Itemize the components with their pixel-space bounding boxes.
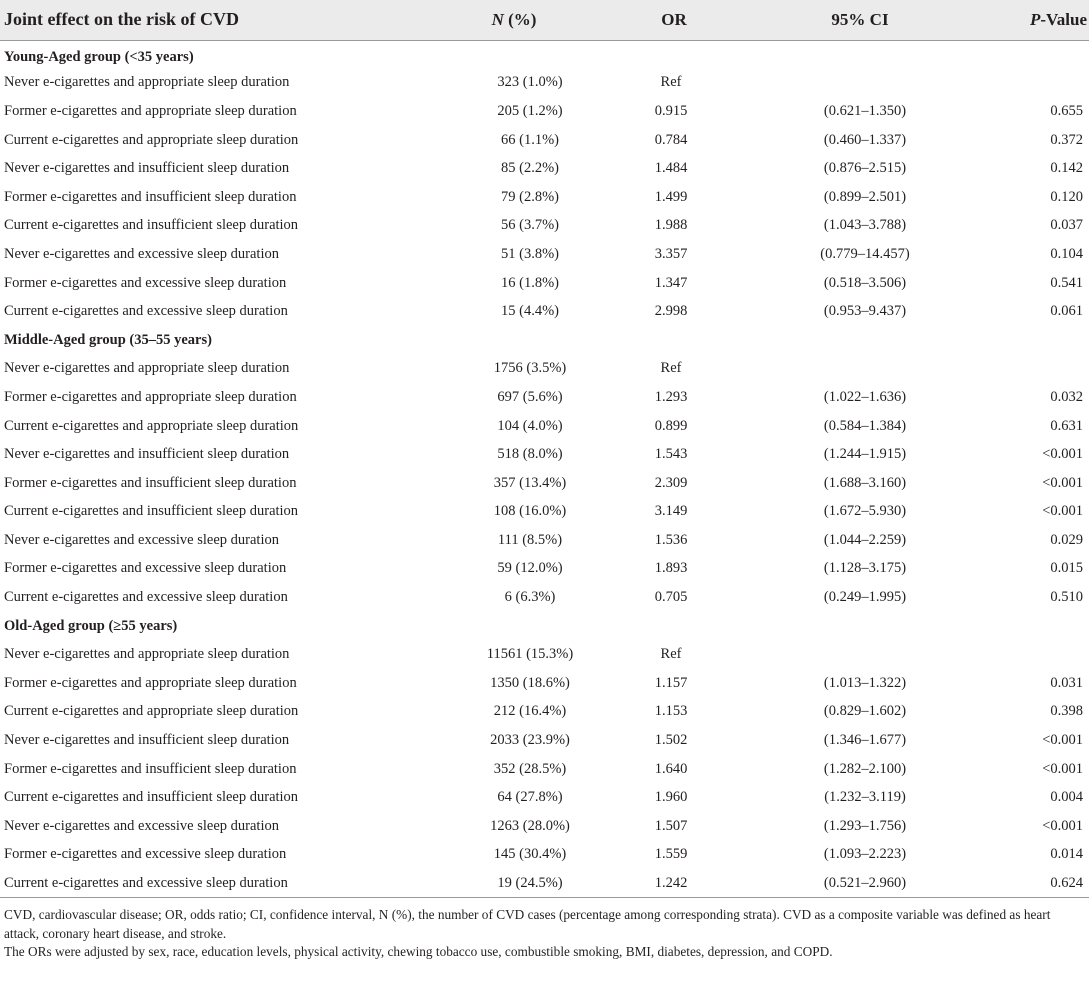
n-cases: 15 (4.4%): [501, 303, 559, 320]
row-label: Never e-cigarettes and insufficient sleep duration: [4, 160, 290, 177]
row-label: Former e-cigarettes and excessive sleep duration: [4, 274, 287, 291]
p-value: <0.001: [1042, 474, 1083, 491]
odds-ratio: 1.502: [654, 732, 688, 749]
n-cases: 79 (2.8%): [501, 188, 559, 205]
row-label: Never e-cigarettes and excessive sleep duration: [4, 817, 279, 834]
n-cases: 357 (13.4%): [493, 474, 567, 491]
n-cases: 85 (2.2%): [501, 160, 559, 177]
table-row: [0, 869, 1089, 898]
odds-ratio: 1.499: [654, 188, 688, 205]
n-cases: 1263 (28.0%): [490, 817, 570, 834]
row-label: Former e-cigarettes and insufficient sleep duration: [4, 760, 297, 777]
p-value: [974, 69, 1089, 98]
confidence-interval: (1.128–3.175): [823, 560, 907, 577]
table-row: [0, 440, 1089, 469]
p-value: <0.001: [1042, 732, 1083, 749]
header-n-italic: N: [491, 9, 504, 29]
row-label: Current e-cigarettes and insufficient sleep duration: [4, 503, 299, 520]
confidence-interval: (0.584–1.384): [823, 417, 907, 434]
odds-ratio: Ref: [660, 360, 682, 377]
row-label: Never e-cigarettes and appropriate sleep duration: [4, 646, 290, 663]
row-label: Former e-cigarettes and excessive sleep duration: [4, 560, 287, 577]
table-body: [0, 40, 1089, 898]
header-label: Joint effect on the risk of CVD: [0, 0, 392, 40]
confidence-interval: (0.953–9.437): [823, 303, 907, 320]
confidence-interval: (1.043–3.788): [823, 217, 907, 234]
row-label: Never e-cigarettes and appropriate sleep duration: [4, 74, 290, 91]
header-p-rest: -Value: [1040, 9, 1087, 29]
table-row: [0, 126, 1089, 155]
p-value: 0.031: [1050, 674, 1083, 691]
group-header-row: [0, 326, 1089, 355]
table-row: [0, 640, 1089, 669]
n-cases: 2033 (23.9%): [490, 732, 570, 749]
row-label: Former e-cigarettes and appropriate sleep duration: [4, 388, 297, 405]
p-value: 0.372: [1050, 131, 1083, 148]
table-row: [0, 297, 1089, 326]
n-cases: 212 (16.4%): [493, 703, 567, 720]
table-row: [0, 755, 1089, 784]
odds-ratio: 2.998: [654, 303, 688, 320]
row-label: Current e-cigarettes and appropriate sleep duration: [4, 703, 299, 720]
confidence-interval: (1.232–3.119): [824, 789, 906, 806]
header-n: [392, 0, 596, 40]
odds-ratio: 1.293: [654, 388, 688, 405]
odds-ratio: Ref: [660, 74, 682, 91]
confidence-interval: (1.293–1.756): [823, 817, 907, 834]
row-label: Never e-cigarettes and excessive sleep duration: [4, 245, 279, 262]
table-row: [0, 783, 1089, 812]
table-row: [0, 669, 1089, 698]
confidence-interval: (0.460–1.337): [823, 131, 907, 148]
row-label: Former e-cigarettes and excessive sleep duration: [4, 846, 287, 863]
n-cases: 11561 (15.3%): [486, 646, 574, 663]
table-row: [0, 555, 1089, 584]
row-label: Former e-cigarettes and appropriate sleep duration: [4, 674, 297, 691]
table-row: [0, 97, 1089, 126]
table-footnotes: [0, 898, 1089, 962]
table-row: [0, 469, 1089, 498]
odds-ratio: 1.507: [654, 817, 688, 834]
row-label: Former e-cigarettes and insufficient sleep duration: [4, 474, 297, 491]
confidence-interval: (1.672–5.930): [823, 503, 907, 520]
p-value: 0.014: [1050, 846, 1083, 863]
table-row: [0, 240, 1089, 269]
n-cases: 323 (1.0%): [497, 74, 563, 91]
row-label: Former e-cigarettes and insufficient sleep duration: [4, 188, 297, 205]
n-cases: 59 (12.0%): [497, 560, 563, 577]
p-value: 0.398: [1050, 703, 1083, 720]
odds-ratio: 0.784: [654, 131, 688, 148]
table-row: [0, 183, 1089, 212]
n-cases: 108 (16.0%): [493, 503, 567, 520]
p-value: 0.015: [1050, 560, 1083, 577]
p-value: 0.004: [1050, 789, 1083, 806]
odds-ratio: 3.357: [654, 245, 688, 262]
p-value: [974, 355, 1089, 384]
p-value: 0.510: [1050, 589, 1083, 606]
p-value: 0.104: [1050, 245, 1083, 262]
table-row: [0, 498, 1089, 527]
odds-ratio: 3.149: [654, 503, 688, 520]
p-value: 0.624: [974, 869, 1089, 898]
header-ci: 95% CI: [726, 0, 974, 40]
n-cases: 6 (6.3%): [504, 589, 556, 606]
table-row: [0, 355, 1089, 384]
header-or: OR: [596, 0, 726, 40]
n-cases: 697 (5.6%): [497, 388, 563, 405]
row-label: Never e-cigarettes and insufficient sleep duration: [4, 732, 290, 749]
table-row: [0, 383, 1089, 412]
header-p-italic: P: [1030, 9, 1041, 29]
n-cases: 16 (1.8%): [501, 274, 559, 291]
p-value: <0.001: [1042, 446, 1083, 463]
odds-ratio: 0.915: [654, 102, 688, 119]
table-row: [0, 269, 1089, 298]
row-label: Never e-cigarettes and appropriate sleep duration: [4, 360, 290, 377]
odds-ratio: 1.153: [654, 703, 688, 720]
table-row: [0, 69, 1089, 98]
table-row: [0, 154, 1089, 183]
confidence-interval: (0.779–14.457): [820, 245, 910, 262]
row-label: Current e-cigarettes and excessive sleep duration: [4, 589, 288, 606]
confidence-interval: [726, 69, 974, 98]
p-value: 0.631: [1050, 417, 1083, 434]
odds-ratio: 1.157: [654, 674, 688, 691]
row-label: Never e-cigarettes and excessive sleep duration: [4, 531, 279, 548]
odds-ratio: 0.705: [654, 589, 688, 606]
confidence-interval: (1.022–1.636): [823, 388, 907, 405]
odds-ratio: 1.960: [654, 789, 688, 806]
confidence-interval: (0.518–3.506): [823, 274, 907, 291]
footnote-adjustment: The ORs were adjusted by sex, race, education levels, physical activity, chewing tobacco use, combustible smoking, BMI, diabetes, depression, and COPD.: [4, 944, 833, 960]
row-label: Former e-cigarettes and appropriate sleep duration: [4, 102, 297, 119]
row-label: Current e-cigarettes and insufficient sleep duration: [4, 789, 299, 806]
odds-ratio: Ref: [660, 646, 682, 663]
row-label: Current e-cigarettes and excessive sleep duration: [0, 869, 392, 898]
odds-ratio: 1.536: [654, 531, 688, 548]
p-value: 0.061: [1050, 303, 1083, 320]
odds-ratio: 2.309: [654, 474, 688, 491]
table-row: [0, 583, 1089, 612]
n-cases: 205 (1.2%): [497, 102, 563, 119]
group-title: Old-Aged group (≥55 years): [4, 617, 178, 634]
odds-ratio: 1.988: [654, 217, 688, 234]
n-cases: 104 (4.0%): [497, 417, 563, 434]
table-row: [0, 698, 1089, 727]
group-title: Middle-Aged group (35–55 years): [4, 331, 212, 348]
odds-ratio: 1.543: [654, 446, 688, 463]
p-value: <0.001: [1042, 817, 1083, 834]
n-cases: 51 (3.8%): [501, 245, 559, 262]
footnote-abbreviations: CVD, cardiovascular disease; OR, odds ratio; CI, confidence interval, N (%), the number of CVD cases (percentage among corresponding strata). CVD as a composite variable was defined as heart attack, coronary heart disease, and stroke.: [4, 907, 1051, 941]
odds-ratio: 1.893: [654, 560, 688, 577]
odds-ratio: 0.899: [654, 417, 688, 434]
n-cases: 145 (30.4%): [493, 846, 567, 863]
header-row: [0, 0, 1089, 40]
confidence-interval: (0.249–1.995): [823, 589, 907, 606]
row-label: Current e-cigarettes and insufficient sleep duration: [4, 217, 299, 234]
odds-ratio: 1.242: [596, 869, 726, 898]
confidence-interval: (1.044–2.259): [823, 531, 907, 548]
n-cases: 1350 (18.6%): [490, 674, 570, 691]
table-row: [0, 812, 1089, 841]
n-cases: 56 (3.7%): [501, 217, 559, 234]
n-cases: 111 (8.5%): [497, 531, 563, 548]
n-cases: 66 (1.1%): [501, 131, 559, 148]
p-value: 0.142: [1050, 160, 1083, 177]
confidence-interval: (1.244–1.915): [823, 446, 907, 463]
p-value: 0.037: [1050, 217, 1083, 234]
table-row: [0, 726, 1089, 755]
confidence-interval: (1.688–3.160): [823, 474, 907, 491]
row-label: Current e-cigarettes and appropriate sleep duration: [4, 417, 299, 434]
odds-ratio: 1.640: [654, 760, 688, 777]
header-n-rest: (%): [503, 9, 537, 29]
row-label: Never e-cigarettes and insufficient sleep duration: [4, 446, 290, 463]
confidence-interval: (0.621–1.350): [823, 102, 907, 119]
n-cases: 518 (8.0%): [497, 446, 563, 463]
row-label: Current e-cigarettes and excessive sleep duration: [4, 303, 288, 320]
n-cases: 19 (24.5%): [392, 869, 596, 898]
p-value: <0.001: [1042, 503, 1083, 520]
table-header: [0, 0, 1089, 40]
confidence-interval: (1.282–2.100): [823, 760, 907, 777]
header-p: [974, 0, 1089, 40]
confidence-interval: (0.829–1.602): [823, 703, 907, 720]
p-value: 0.541: [1050, 274, 1083, 291]
p-value: [974, 640, 1089, 669]
confidence-interval: (1.013–1.322): [823, 674, 907, 691]
confidence-interval: (0.899–2.501): [823, 188, 907, 205]
confidence-interval: (1.346–1.677): [823, 732, 907, 749]
p-value: <0.001: [1042, 760, 1083, 777]
confidence-interval: (0.876–2.515): [823, 160, 907, 177]
n-cases: 352 (28.5%): [493, 760, 567, 777]
p-value: 0.655: [1050, 102, 1083, 119]
confidence-interval: (0.521–2.960): [726, 869, 974, 898]
p-value: 0.032: [1050, 388, 1083, 405]
p-value: 0.120: [1050, 188, 1083, 205]
table-row: [0, 841, 1089, 870]
odds-ratio: 1.559: [654, 846, 688, 863]
group-header-row: [0, 612, 1089, 641]
odds-ratio: 1.484: [654, 160, 688, 177]
group-header-row: [0, 40, 1089, 69]
row-label: Current e-cigarettes and appropriate sleep duration: [4, 131, 299, 148]
table-row: [0, 526, 1089, 555]
odds-ratio: 1.347: [654, 274, 688, 291]
group-title: Young-Aged group (<35 years): [4, 49, 194, 66]
n-cases: 64 (27.8%): [497, 789, 563, 806]
table-row: [0, 412, 1089, 441]
confidence-interval: [726, 640, 974, 669]
n-cases: 1756 (3.5%): [493, 360, 567, 377]
table-row: [0, 212, 1089, 241]
p-value: 0.029: [1050, 531, 1083, 548]
confidence-interval: [726, 355, 974, 384]
confidence-interval: (1.093–2.223): [823, 846, 907, 863]
